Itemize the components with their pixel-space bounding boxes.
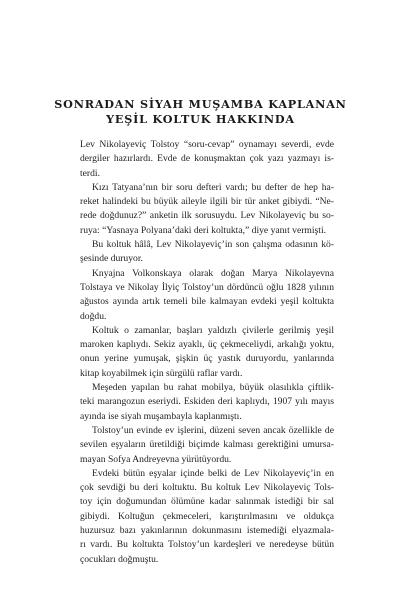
text-line: çocukları doğmuştu. xyxy=(80,553,159,565)
text-line: gibiydi. Koltuğun çekmeceleri, karıştırılmasını ve oldukça xyxy=(80,510,334,522)
text-line: toy için doğumundan ölümüne kadar salınmak istediği bir sal xyxy=(80,496,334,508)
text-line: kitap koyabilmek için sürgülü raflar vardı. xyxy=(80,367,243,379)
text-line: Lev Nikolayeviç Tolstoy “soru-cevap” oynamayı severdi, evde xyxy=(80,139,334,150)
text-line: Tolstaya ve Nikolay İlyiç Tolstoy’un dördüncü oğlu 1828 yılının xyxy=(80,281,334,293)
text-line: şesinde duruyor. xyxy=(80,253,143,265)
text-line: mayan Sofya Andreyevna yürütüyordu. xyxy=(80,453,232,465)
text-line: çok sevdiği bu deri koltuktu. Bu koltuk Lev Nikolayeviç Tols- xyxy=(80,482,334,494)
chapter-title-line-2: YEŞİL KOLTUK HAKKINDA xyxy=(106,112,295,126)
text-line: ayında ise siyah muşambayla kaplanmıştı. xyxy=(80,410,242,422)
chapter-title-line-1: SONRADAN SİYAH MUŞAMBA KAPLANAN xyxy=(54,97,347,111)
text-line: reket halindeki bu büyük aileyle ilgili bir tür anket gibiydi. “Ne- xyxy=(80,196,334,208)
text-line: Meşeden yapılan bu rahat mobilya, büyük olasılıkla çiftlik- xyxy=(92,382,334,394)
text-line: maroken kaplıydı. Sekiz ayaklı, üç çekmeceliydi, arkalığı yoktu, xyxy=(80,339,334,351)
text-line: terdi. xyxy=(80,167,100,179)
text-line: Tolstoy’un evinde ev işlerini, düzeni seven ancak özellikle de xyxy=(92,424,334,436)
text-line: ruya: “Yasnaya Polyana’daki deri koltukta,” diye yanıt vermişti. xyxy=(80,224,327,236)
text-line: huzursuz bazı yakınlarının dokunmasını istemediği elyazmala- xyxy=(80,525,334,537)
text-line: Kızı Tatyana’nın bir soru defteri vardı; bu defter de hep ha- xyxy=(92,181,334,193)
text-line: rede doğdunuz?” anketin ilk sorusuydu. Lev Nikolayeviç bu so- xyxy=(80,210,334,222)
text-line: rı vardı. Bu koltukta Tolstoy’un kardeşleri ve neredeyse bütün xyxy=(80,539,334,551)
text-line: Bu koltuk hâlâ, Lev Nikolayeviç’in son çalışma odasının kö- xyxy=(92,239,334,251)
chapter-body xyxy=(80,138,334,567)
text-line: teki marangozun eseriydi. Eskiden deri kaplıydı, 1907 yılı mayıs xyxy=(80,396,334,408)
text-line: dergiler hazırlardı. Evde de konuşmaktan çok yazı yazmayı is- xyxy=(80,153,334,165)
text-line: Koltuk o zamanlar, başları yaldızlı çivilerle gerilmiş yeşil xyxy=(92,324,334,336)
text-line: onun yerine yumuşak, şişkin üç yastık duruyordu, yanlarında xyxy=(80,353,334,365)
text-line: sevilen eşyaların üretildiği biçimde kalması gerektiğini umursa- xyxy=(80,439,334,451)
text-line: Knyajna Volkonskaya olarak doğan Marya Nikolayevna xyxy=(92,267,334,279)
text-line: Evdeki bütün eşyalar içinde belki de Lev Nikolayeviç’in en xyxy=(92,467,334,479)
text-line: ağustos ayında artık temeli bile kalmayan evdeki yeşil koltukta xyxy=(80,296,334,308)
text-line: doğdu. xyxy=(80,310,107,322)
